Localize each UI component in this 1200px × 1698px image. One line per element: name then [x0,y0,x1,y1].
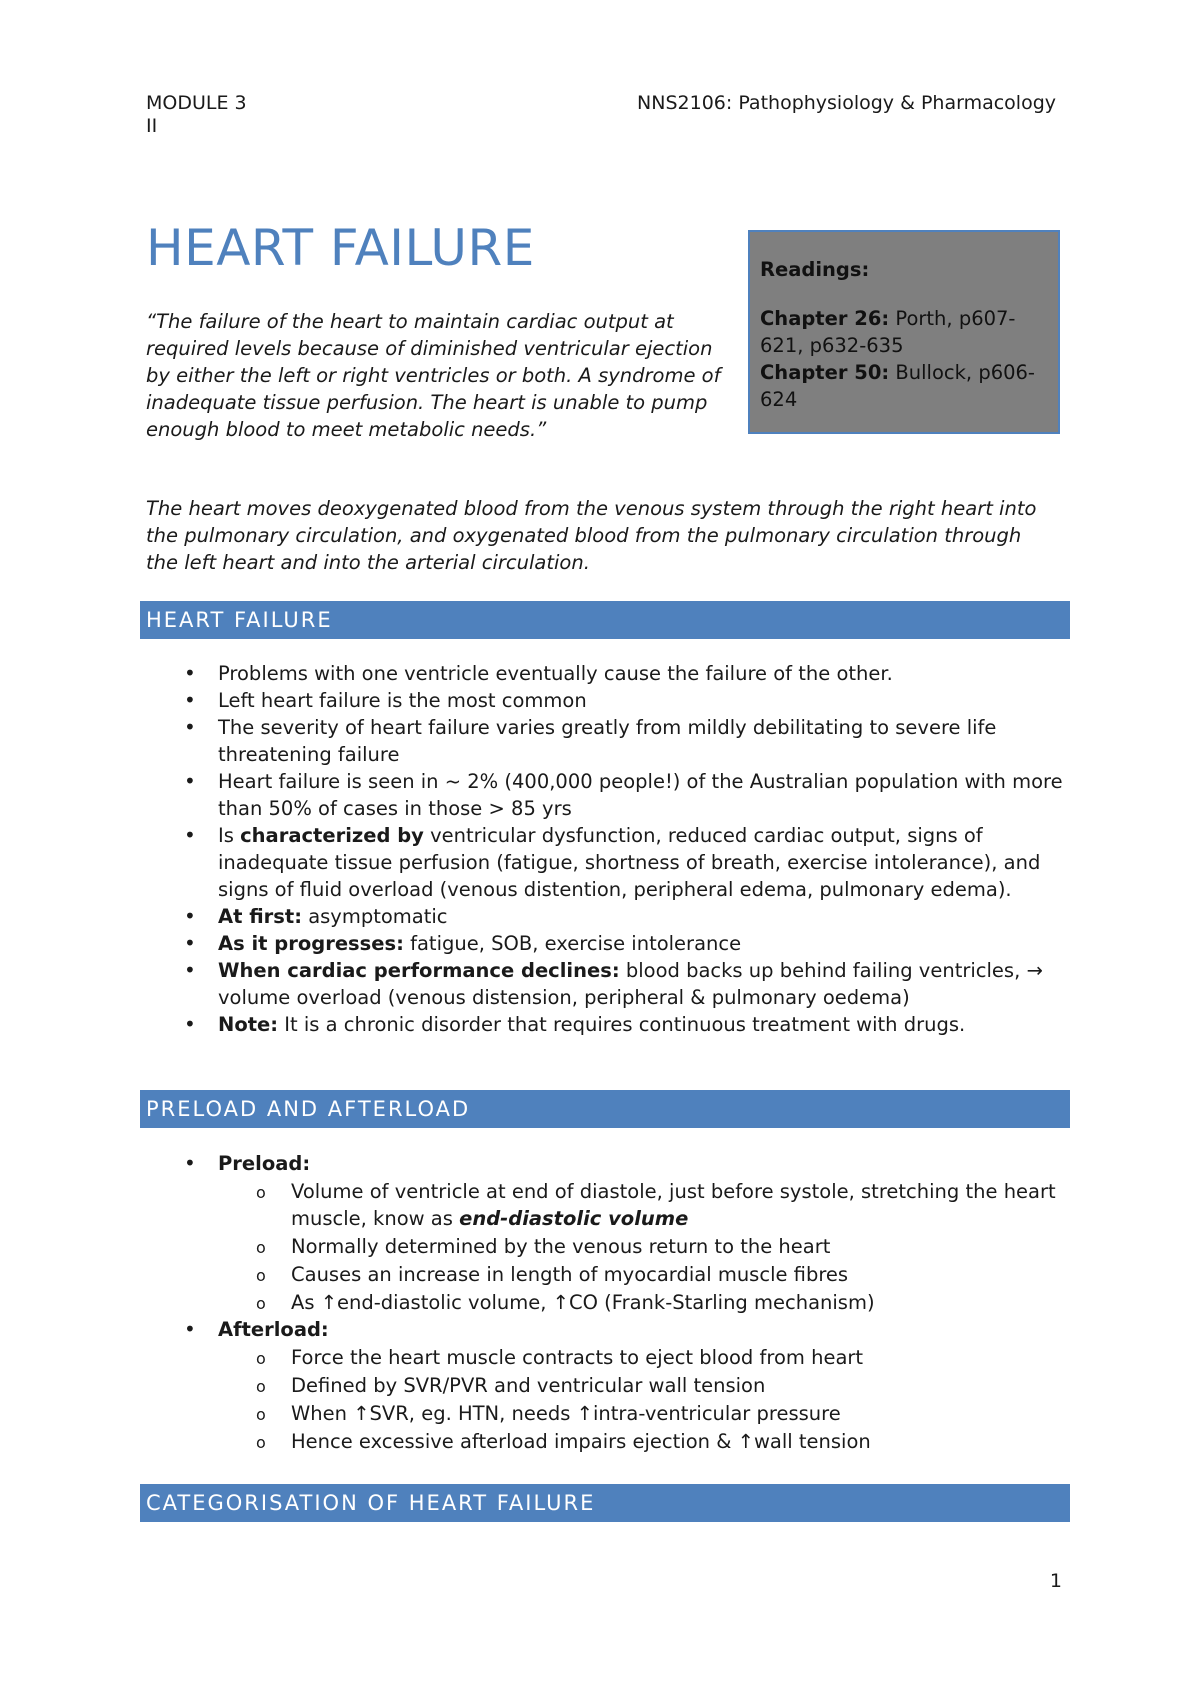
afterload-sublist [218,1344,1066,1455]
list-item-bold: Note: [218,1013,279,1036]
list-item-text: ventricular dysfunction, reduced cardiac output, signs of inadequate tissue perfusion (fatigue, shortness of breath, exercise intolerance), and signs of fluid overload (venous distention, peripheral edema, pulmonary edema). [218,824,1041,901]
definition-quote: “The failure of the heart to maintain cardiac output at required levels because of diminished ventricular ejection by either the left or right ventricles or both. A syndrome of inadequate tissue perfusion. The heart is unable to pump enough blood to meet metabolic needs.” [146,310,721,441]
sub-list-item: o When ↑SVR, eg. HTN, needs ↑intra-ventricular pressure [218,1400,1066,1427]
readings-line-1-text: Porth, p607-621, p632-635 [760,307,1016,357]
list-item-afterload [146,1316,1066,1455]
sub-list-item: o Causes an increase in length of myocardial muscle fibres [218,1261,1066,1288]
page-title: HEART FAILURE [146,219,535,277]
list-item [146,957,1066,1011]
header-course: NNS2106: Pathophysiology & Pharmacology [637,92,1056,114]
page-number: 1 [1049,1570,1062,1592]
list-item: • The severity of heart failure varies greatly from mildly debilitating to severe life threatening failure [146,714,1066,768]
sub-list-item [218,1178,1066,1232]
readings-chapter-50: Chapter 50: [760,361,890,384]
heart-failure-bullets [146,660,1066,1038]
list-item-text: asymptomatic [302,905,448,928]
list-item [146,1011,1066,1038]
list-item-bold: At first: [218,905,302,928]
list-item-bold: When cardiac performance declines: [218,959,620,982]
readings-line-1 [760,305,1048,359]
sub-list-item: o Normally determined by the venous return to the heart [218,1233,1066,1260]
section-heading-preload-afterload: PRELOAD AND AFTERLOAD [140,1090,1070,1128]
list-item: • Left heart failure is the most common [146,687,1066,714]
sub-list-item: o Hence excessive afterload impairs ejection & ↑wall tension [218,1428,1066,1455]
end-diastolic-volume-term: end-diastolic volume [459,1207,689,1230]
readings-line-2 [760,359,1048,413]
section-heading-categorisation: CATEGORISATION OF HEART FAILURE [140,1484,1070,1522]
readings-chapter-26: Chapter 26: [760,307,890,330]
list-item [146,903,1066,930]
list-item-bold: As it progresses: [218,932,404,955]
sub-list-item: o As ↑end-diastolic volume, ↑CO (Frank-Starling mechanism) [218,1289,1066,1316]
readings-box [748,230,1060,434]
header-module-line2: II [146,115,158,137]
list-item-text: blood backs up behind failing ventricles, → volume overload (venous distension, peripheral & pulmonary oedema) [218,959,1043,1009]
list-item: • Heart failure is seen in ~ 2% (400,000 people!) of the Australian population with more than 50% of cases in those > 85 yrs [146,768,1066,822]
list-item-prefix: Is [218,824,241,847]
header-module [146,92,306,138]
sub-list-item-text: Volume of ventricle at end of diastole, just before systole, stretching the heart muscle, know as [291,1180,1056,1230]
list-item-text: fatigue, SOB, exercise intolerance [403,932,742,955]
section-heading-heart-failure: HEART FAILURE [140,601,1070,639]
list-item [146,930,1066,957]
preload-afterload-bullets [146,1150,1066,1455]
preload-label: Preload: [218,1152,311,1175]
header-module-line1: MODULE 3 [146,92,247,114]
list-item [146,822,1066,903]
list-item-preload [146,1150,1066,1316]
sub-list-item: o Force the heart muscle contracts to eject blood from heart [218,1344,1066,1371]
readings-line-2-text: Bullock, p606-624 [760,361,1035,411]
intro-paragraph: The heart moves deoxygenated blood from the venous system through the right heart into the pulmonary circulation, and oxygenated blood from the pulmonary circulation through the left heart and into the arterial circulation. [146,497,1037,574]
list-item-text: It is a chronic disorder that requires continuous treatment with drugs. [278,1013,966,1036]
readings-title: Readings: [760,258,870,281]
list-item-bold: characterized by [240,824,424,847]
afterload-label: Afterload: [218,1318,329,1341]
sub-list-item: o Defined by SVR/PVR and ventricular wall tension [218,1372,1066,1399]
list-item: • Problems with one ventricle eventually cause the failure of the other. [146,660,1066,687]
preload-sublist [218,1178,1066,1316]
